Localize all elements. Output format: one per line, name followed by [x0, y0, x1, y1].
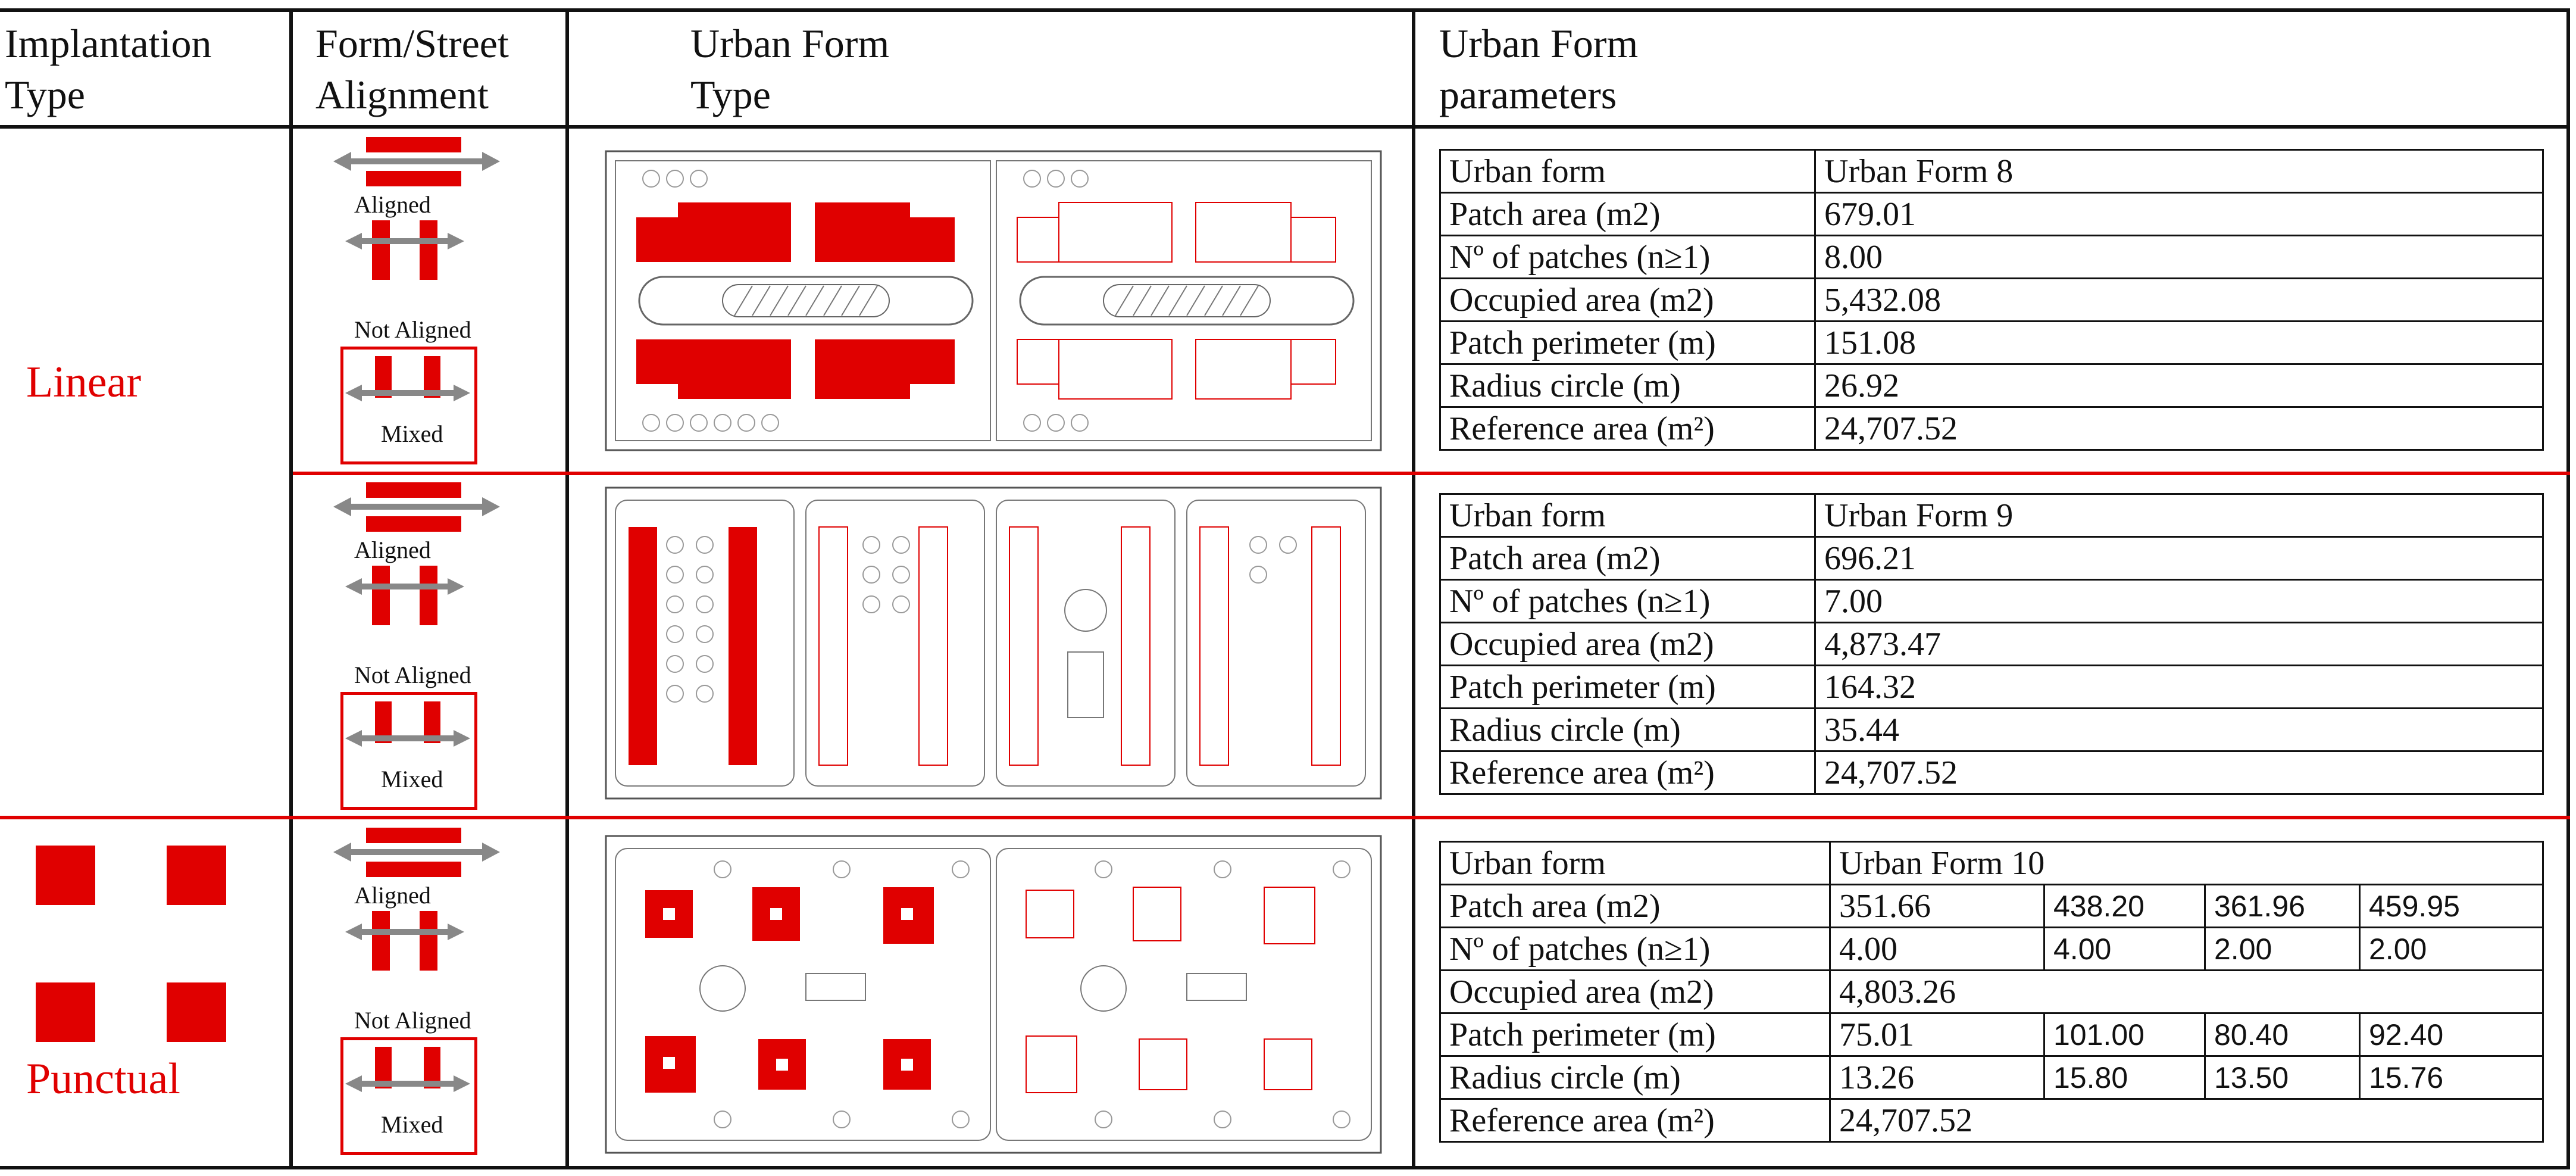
table-cell: Radius circle (m): [1440, 364, 1815, 407]
implantation-linear-label: Linear: [26, 358, 142, 407]
table-row: [1440, 666, 2543, 709]
not-aligned-label: Not Aligned: [354, 316, 471, 343]
table-cell: Reference area (m²): [1440, 751, 1815, 794]
aligned-icon: [333, 825, 500, 890]
table-row: [1440, 322, 2543, 364]
table-cell: Nº of patches (n≥1): [1440, 236, 1815, 279]
table-row: [1440, 407, 2543, 450]
table-cell: 35.44: [1815, 709, 2543, 751]
table-row: [1440, 279, 2543, 322]
table-cell: 4,803.26: [1830, 971, 2543, 1013]
mixed-icon: [345, 697, 470, 762]
table-cell: Urban Form 9: [1815, 494, 2543, 537]
urban-form-10-parameters: [1439, 841, 2544, 1143]
table-row: [1440, 971, 2543, 1013]
table-row: [1440, 1099, 2543, 1142]
urban-form-9-map: [604, 485, 1383, 801]
not-aligned-icon: [345, 563, 464, 628]
table-cell: 24,707.52: [1830, 1099, 2543, 1142]
table-row: [1440, 494, 2543, 537]
table-cell: 13.50: [2205, 1056, 2360, 1099]
table-right-border: [2566, 8, 2570, 1169]
header-urban-form-parameters: Urban Form parameters: [1439, 21, 1639, 117]
table-cell: 15.76: [2360, 1056, 2543, 1099]
mixed-icon: [345, 351, 470, 417]
table-row: [1440, 885, 2543, 928]
col-divider-2: [565, 8, 569, 1169]
table-cell: 15.80: [2044, 1056, 2205, 1099]
table-cell: 8.00: [1815, 236, 2543, 279]
table-cell: Urban form: [1440, 842, 1830, 885]
table-cell: Occupied area (m2): [1440, 623, 1815, 666]
table-cell: 351.66: [1830, 885, 2044, 928]
table-cell: 7.00: [1815, 580, 2543, 623]
table-cell: Reference area (m²): [1440, 407, 1815, 450]
table-row: [1440, 580, 2543, 623]
table-cell: Patch area (m2): [1440, 193, 1815, 236]
table-cell: 459.95: [2360, 885, 2543, 928]
table-top-border: [0, 8, 2570, 12]
table-cell: 92.40: [2360, 1013, 2543, 1056]
table-cell: Urban form: [1440, 494, 1815, 537]
urban-form-9-parameters: [1439, 493, 2544, 795]
mixed-label: Mixed: [381, 766, 443, 793]
col-divider-3: [1412, 8, 1415, 1169]
not-aligned-icon: [345, 217, 464, 283]
urban-form-8-map: [604, 149, 1383, 453]
table-cell: 438.20: [2044, 885, 2205, 928]
not-aligned-label: Not Aligned: [354, 1007, 471, 1034]
table-row: [1440, 842, 2543, 885]
table-cell: 4,873.47: [1815, 623, 2543, 666]
implantation-punctual-label: Punctual: [26, 1055, 180, 1103]
table-cell: 2.00: [2360, 928, 2543, 971]
table-row: [1440, 537, 2543, 580]
table-cell: Reference area (m²): [1440, 1099, 1830, 1142]
table-cell: Patch perimeter (m): [1440, 666, 1815, 709]
table-bottom-border: [0, 1166, 2570, 1169]
alignment-diagram-row2: [321, 479, 548, 813]
header-bottom-border: [0, 125, 2570, 129]
table-cell: Radius circle (m): [1440, 709, 1815, 751]
mixed-icon: [345, 1042, 470, 1108]
table-row: [1440, 709, 2543, 751]
row-divider-2: [0, 816, 2570, 819]
table-cell: Patch area (m2): [1440, 885, 1830, 928]
table-cell: Patch perimeter (m): [1440, 322, 1815, 364]
aligned-icon: [333, 479, 500, 545]
header-form-street-alignment: Form/Street Alignment: [315, 21, 509, 117]
punctual-squares-icon: [30, 840, 232, 1054]
table-cell: 151.08: [1815, 322, 2543, 364]
table-row: [1440, 928, 2543, 971]
table-cell: Urban Form 10: [1830, 842, 2543, 885]
table-cell: Occupied area (m2): [1440, 971, 1830, 1013]
table-cell: Urban form: [1440, 150, 1815, 193]
col-divider-1: [289, 8, 293, 1169]
table-row: [1440, 150, 2543, 193]
urban-form-8-parameters: [1439, 149, 2544, 451]
table-row: [1440, 1013, 2543, 1056]
aligned-label: Aligned: [354, 536, 431, 563]
table-row: [1440, 1056, 2543, 1099]
table-cell: 13.26: [1830, 1056, 2044, 1099]
table-row: [1440, 364, 2543, 407]
table-cell: 4.00: [2044, 928, 2205, 971]
table-cell: Nº of patches (n≥1): [1440, 928, 1830, 971]
table-cell: 24,707.52: [1815, 407, 2543, 450]
table-cell: Nº of patches (n≥1): [1440, 580, 1815, 623]
table-cell: 26.92: [1815, 364, 2543, 407]
aligned-icon: [333, 134, 500, 199]
table-cell: 696.21: [1815, 537, 2543, 580]
table-row: [1440, 623, 2543, 666]
table-cell: 80.40: [2205, 1013, 2360, 1056]
mixed-label: Mixed: [381, 1111, 443, 1138]
table-cell: Patch area (m2): [1440, 537, 1815, 580]
table-row: [1440, 193, 2543, 236]
table-cell: Occupied area (m2): [1440, 279, 1815, 322]
table-cell: 24,707.52: [1815, 751, 2543, 794]
table-cell: 679.01: [1815, 193, 2543, 236]
table-row: [1440, 751, 2543, 794]
mixed-label: Mixed: [381, 420, 443, 447]
alignment-diagram-row3: [321, 825, 548, 1158]
table-cell: Radius circle (m): [1440, 1056, 1830, 1099]
table-cell: 75.01: [1830, 1013, 2044, 1056]
table-row: [1440, 236, 2543, 279]
header-implantation-type: Implantation Type: [5, 21, 212, 117]
aligned-label: Aligned: [354, 191, 431, 218]
table-cell: Urban Form 8: [1815, 150, 2543, 193]
table-cell: 101.00: [2044, 1013, 2205, 1056]
row-divider-1: [293, 472, 2570, 475]
aligned-label: Aligned: [354, 882, 431, 909]
table-cell: Patch perimeter (m): [1440, 1013, 1830, 1056]
table-cell: 4.00: [1830, 928, 2044, 971]
urban-form-10-map: [604, 834, 1383, 1155]
header-urban-form-type: Urban Form Type: [690, 21, 890, 117]
alignment-diagram-row1: [321, 134, 548, 467]
table-cell: 2.00: [2205, 928, 2360, 971]
not-aligned-label: Not Aligned: [354, 662, 471, 688]
table-cell: 361.96: [2205, 885, 2360, 928]
not-aligned-icon: [345, 908, 464, 974]
table-cell: 164.32: [1815, 666, 2543, 709]
table-cell: 5,432.08: [1815, 279, 2543, 322]
